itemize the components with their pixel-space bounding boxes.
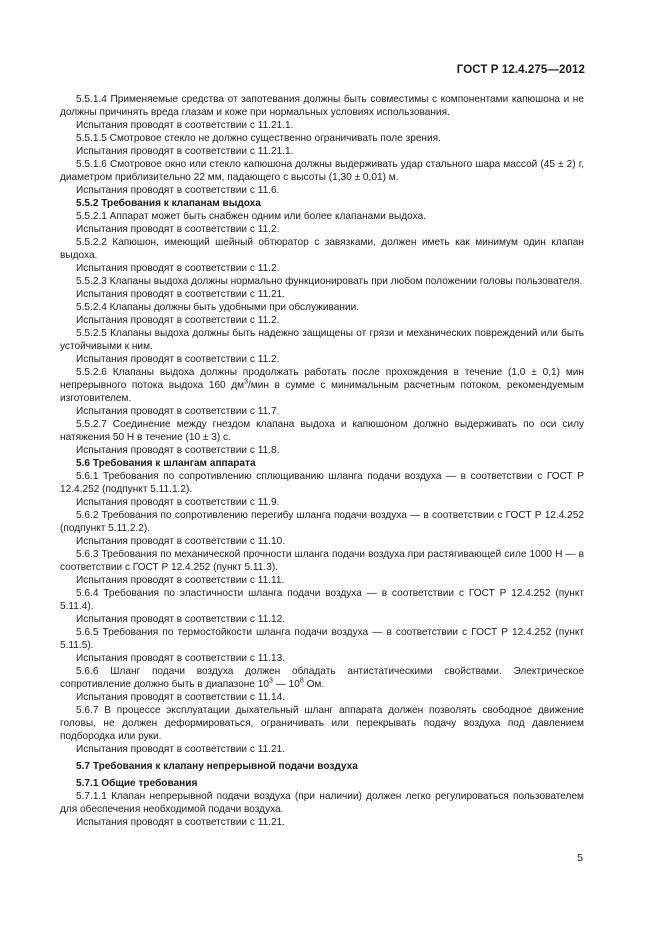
paragraph: Испытания проводят в соответствии с 11.21.1. — [76, 120, 294, 131]
superscript: 3 — [244, 378, 248, 386]
paragraph — [60, 366, 584, 405]
text-run: /мин в сумме с минимальным расчетным потоком, рекомендуемым изготовителем. — [60, 380, 584, 404]
paragraph: 5.5.2.3 Клапаны выдоха должны нормально функционировать при любом положении головы пользователя. — [76, 276, 583, 287]
document-body — [60, 93, 584, 829]
paragraph: Испытания проводят в соответствии с 11.21. — [76, 744, 286, 755]
paragraph: Испытания проводят в соответствии с 11.10. — [76, 536, 286, 547]
section-heading: 5.7 Требования к клапану непрерывной подачи воздуха — [76, 761, 358, 772]
paragraph: 5.6.7 В процессе эксплуатации дыхательный шланг аппарата должен позволять свободное движение головы, не должен деформироваться, ограничивать или перекрывать подачу воздуха под давлением подбородка или руки. — [60, 705, 584, 742]
section-heading: 5.7.1 Общие требования — [76, 778, 198, 789]
paragraph: 5.6.3 Требования по механической прочности шланга подачи воздуха при растягивающей силе 1000 Н — в соответствии с ГОСТ Р 12.4.252 (пункт 5.11.3). — [60, 549, 584, 573]
paragraph: 5.5.1.6 Смотровое окно или стекло капюшона должны выдерживать удар стального шара массой (45 ± 2) г, диаметром приблизительно 22 мм, падающего с высоты (1,30 ± 0,01) м. — [60, 159, 584, 183]
paragraph: Испытания проводят в соответствии с 11.21. — [76, 817, 286, 828]
superscript: 8 — [299, 677, 304, 685]
paragraph: 5.5.1.5 Смотровое стекло не должно существенно ограничивать поле зрения. — [76, 133, 441, 144]
paragraph: 5.6.5 Требования по термостойкости шланга подачи воздуха — в соответствии с ГОСТ Р 12.4.252 (пункт 5.11.5). — [60, 627, 584, 651]
section-heading: 5.5.2 Требования к клапанам выдоха — [76, 198, 261, 209]
text-run: 5.5.2.6 Клапаны выдоха должны продолжать работать после прохождения в течение (1,0 ± 0,1) мин непрерывного потока выдоха 160 дм — [60, 367, 584, 391]
paragraph — [60, 665, 584, 691]
paragraph: 5.7.1.1 Клапан непрерывной подачи воздуха (при наличии) должен легко регулироваться пользователем для обеспечения необходимой подачи воздуха. — [60, 791, 584, 815]
paragraph: Испытания проводят в соответствии с 11.8. — [76, 445, 280, 456]
text-run: — 10 — [272, 679, 300, 690]
text-run: Ом. — [303, 679, 325, 690]
paragraph: 5.5.2.7 Соединение между гнездом клапана выдоха и капюшоном должно выдерживать по оси силу натяжения 50 Н в течение (10 ± 3) с. — [60, 419, 584, 443]
paragraph: Испытания проводят в соответствии с 11.21.1. — [76, 146, 294, 157]
paragraph: Испытания проводят в соответствии с 11.2. — [76, 315, 280, 326]
paragraph: Испытания проводят в соответствии с 11.11. — [76, 575, 285, 586]
page-number: 5 — [577, 852, 583, 864]
paragraph: Испытания проводят в соответствии с 11.2. — [76, 224, 280, 235]
paragraph: 5.5.1.4 Применяемые средства от запотевания должны быть совместимы с компонентами капюшона и не должны причинять вреда глазам и коже при нормальных условиях использования. — [60, 94, 584, 118]
paragraph: Испытания проводят в соответствии с 11.2. — [76, 263, 280, 274]
paragraph: 5.5.2.2 Капюшон, имеющий шейный обтюратор с завязками, должен иметь как минимум один клапан выдоха. — [60, 237, 584, 261]
paragraph: 5.5.2.5 Клапаны выдоха должны быть надежно защищены от грязи и механических повреждений или быть устойчивыми к ним. — [60, 328, 584, 352]
paragraph: 5.6.1 Требования по сопротивлению сплющиванию шланга подачи воздуха — в соответствии с ГОСТ Р 12.4.252 (подпункт 5.11.1.2). — [60, 471, 584, 495]
paragraph: Испытания проводят в соответствии с 11.6. — [76, 185, 280, 196]
paragraph: Испытания проводят в соответствии с 11.9. — [76, 497, 280, 508]
document-header: ГОСТ Р 12.4.275—2012 — [456, 64, 585, 76]
paragraph: Испытания проводят в соответствии с 11.14. — [76, 692, 286, 703]
text-run: 5.6.6 Шланг подачи воздуха должен обладать антистатическими свойствами. Электрическое сопротивление должно быть в диапазоне 10 — [60, 666, 584, 690]
paragraph: Испытания проводят в соответствии с 11.21. — [76, 289, 286, 300]
paragraph: Испытания проводят в соответствии с 11.13. — [76, 653, 286, 664]
paragraph: 5.6.4 Требования по эластичности шланга подачи воздуха — в соответствии с ГОСТ Р 12.4.252 (пункт 5.11.4). — [60, 588, 584, 612]
paragraph: Испытания проводят в соответствии с 11.7. — [76, 406, 280, 417]
section-heading: 5.6 Требования к шлангам аппарата — [76, 458, 256, 469]
superscript: 3 — [269, 677, 273, 685]
paragraph: Испытания проводят в соответствии с 11.12. — [76, 614, 286, 625]
paragraph: 5.5.2.4 Клапаны должны быть удобными при обслуживании. — [76, 302, 360, 313]
paragraph: 5.5.2.1 Аппарат может быть снабжен одним или более клапанами выдоха. — [76, 211, 426, 222]
paragraph: Испытания проводят в соответствии с 11.2. — [76, 354, 280, 365]
paragraph: 5.6.2 Требования по сопротивлению перегибу шланга подачи воздуха — в соответствии с ГОСТ Р 12.4.252 (подпункт 5.11.2.2). — [60, 510, 584, 534]
